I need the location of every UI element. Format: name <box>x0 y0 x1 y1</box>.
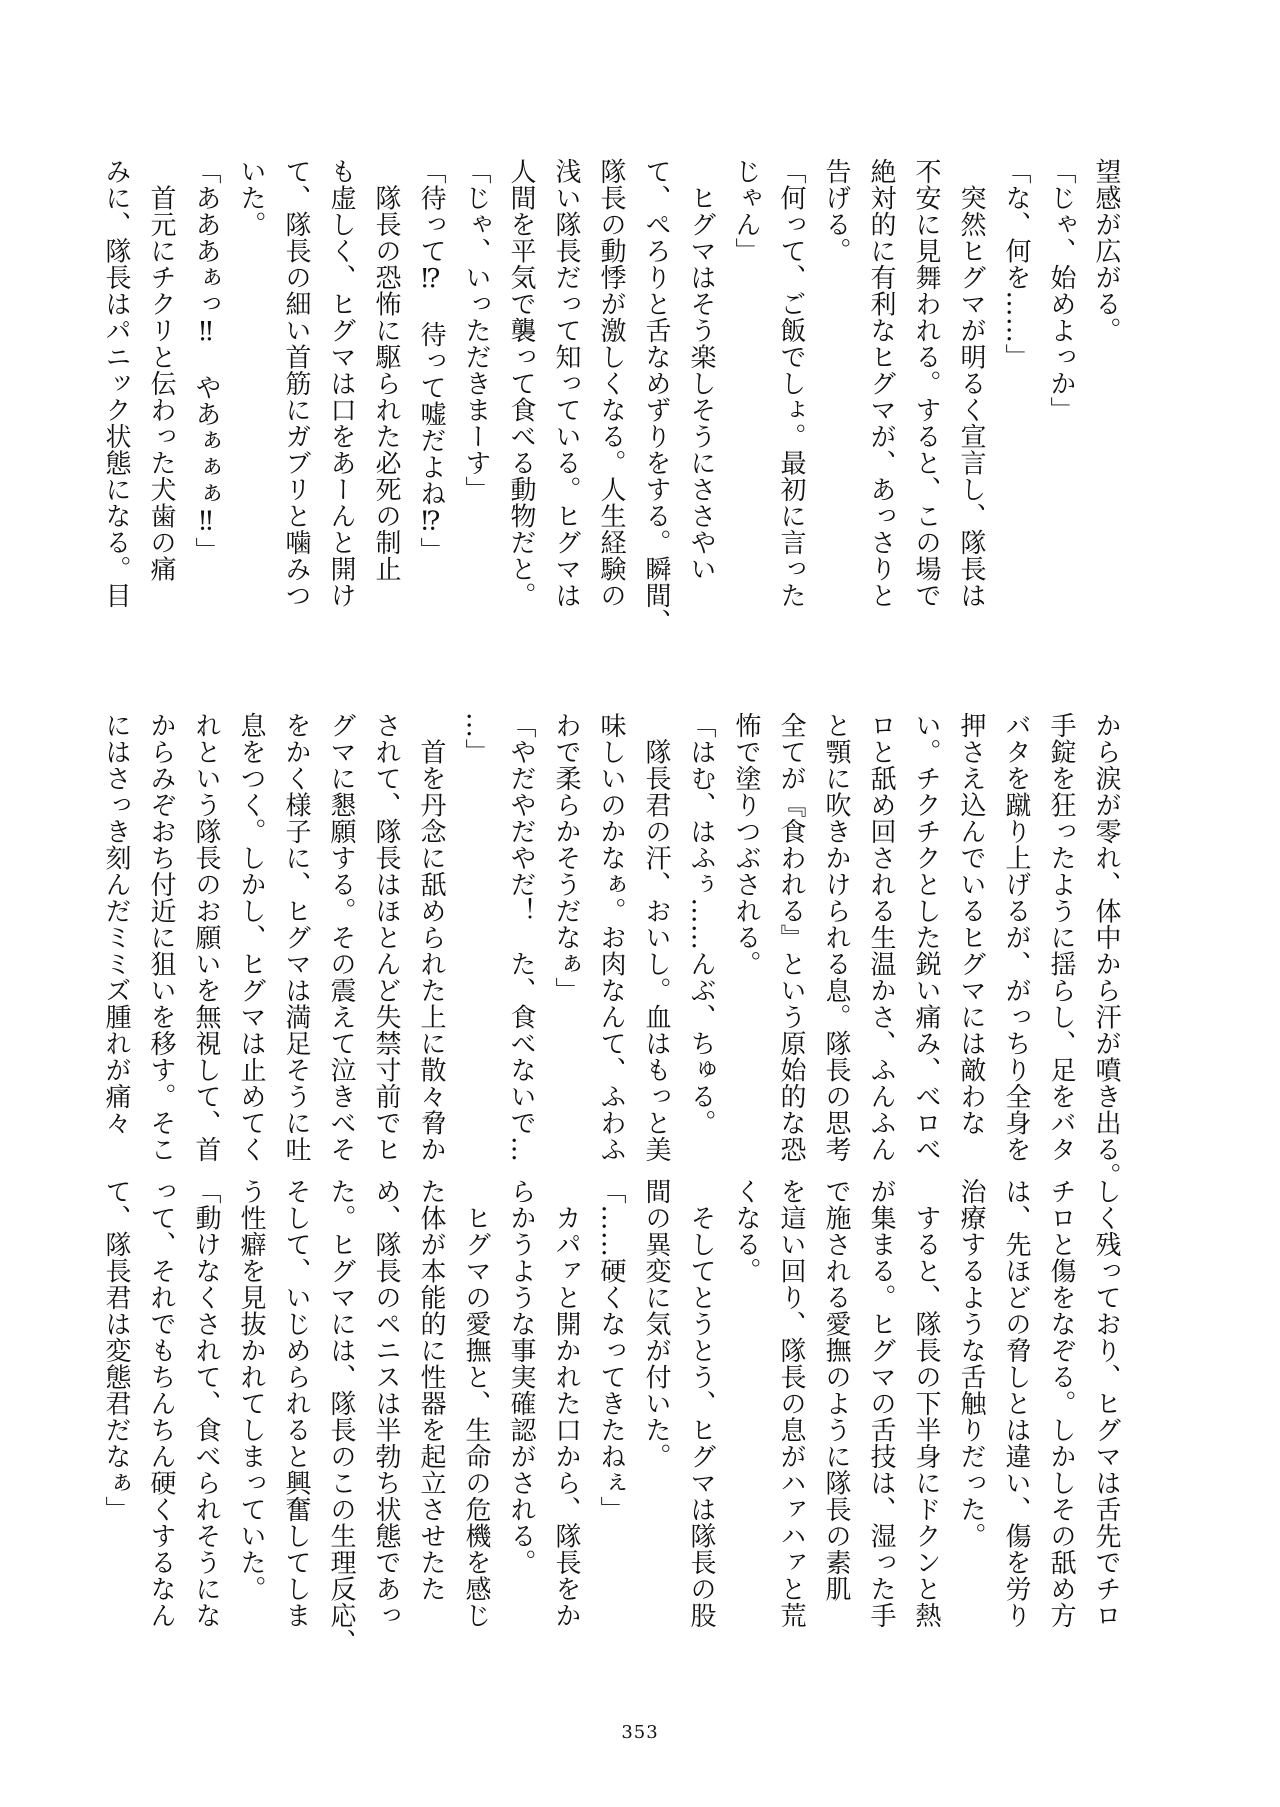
text-line: みに、隊長はパニック状態になる。目 <box>101 158 131 609</box>
text-line: 隊長君の汗、おいし。血はもっと美 <box>641 712 671 1163</box>
text-line: 味しいのかなぁ。お肉なんて、ふわふ <box>596 712 626 1163</box>
text-line: 全てが『食われる』という原始的な恐 <box>776 712 806 1163</box>
text-line: カパァと開かれた口から、隊長をか <box>551 1178 581 1629</box>
text-line: 望感が広がる。 <box>1091 158 1121 344</box>
text-line: 押さえ込んでいるヒグマには敵わな <box>956 712 986 1136</box>
text-line: て、隊長君は変態君だなぁ」 <box>101 1178 131 1523</box>
text-line: されて、隊長はほとんど失禁寸前でヒ <box>371 712 401 1163</box>
text-line: て、ぺろりと舌なめずりをする。瞬間、 <box>641 158 671 635</box>
text-line: すると、隊長の下半身にドクンと熱 <box>911 1178 941 1629</box>
text-line: た体が本能的に性器を起立させたた <box>416 1178 446 1602</box>
text-line: グマに懇願する。その震えて泣きべそ <box>326 712 356 1163</box>
text-line: 首元にチクリと伝わった犬歯の痛 <box>146 158 176 582</box>
text-tier-bottom <box>101 1178 1128 1658</box>
text-line: ヒグマはそう楽しそうにささやい <box>686 158 716 582</box>
text-line: を這い回り、隊長の息がハァハァと荒 <box>776 1178 806 1629</box>
text-line: 息をつく。しかし、ヒグマは止めてく <box>236 712 266 1163</box>
text-line: で施される愛撫のように隊長の素肌 <box>821 1178 851 1602</box>
text-line: は、先ほどの脅しとは違い、傷を労り <box>1001 1178 1031 1629</box>
text-line: からみぞおち付近に狙いを移す。そこ <box>146 712 176 1163</box>
text-line: らかうような事実確認がされる。 <box>506 1178 536 1576</box>
text-line: 手錠を狂ったように揺らし、足をバタ <box>1046 712 1076 1163</box>
text-line: て、隊長の細い首筋にガブリと噛みつ <box>281 158 311 609</box>
text-line: 「……硬くなってきたねぇ」 <box>596 1178 626 1523</box>
text-line: 「じゃ、始めよっか」 <box>1046 158 1076 423</box>
text-line: 「やだやだやだ！ た、食べないで… <box>506 712 536 1163</box>
text-line: バタを蹴り上げるが、がっちり全身を <box>1001 712 1031 1163</box>
text-line: くなる。 <box>731 1178 761 1284</box>
text-tier-middle <box>101 712 1128 1192</box>
text-line: 突然ヒグマが明るく宣言し、隊長は <box>956 158 986 609</box>
text-line: 怖で塗りつぶされる。 <box>731 712 761 977</box>
text-line: 治療するような舌触りだった。 <box>956 1178 986 1549</box>
text-line: 不安に見舞われる。すると、この場で <box>911 158 941 609</box>
text-line: 「何って、ご飯でしょ。最初に言った <box>776 158 806 609</box>
text-line: れという隊長のお願いを無視して、首 <box>191 712 221 1163</box>
text-line: …」 <box>461 712 491 765</box>
text-line: って、それでもちんちん硬くするなん <box>146 1178 176 1629</box>
text-line: 浅い隊長だって知っている。ヒグマは <box>551 158 581 609</box>
text-line: 「あああぁっ‼ やあぁぁぁ‼」 <box>191 158 221 564</box>
text-line: 「待って⁉ 待って嘘だよね⁉」 <box>416 158 446 564</box>
text-line: にはさっき刻んだミミズ腫れが痛々 <box>101 712 131 1136</box>
text-line: 間の異変に気が付いた。 <box>641 1178 671 1470</box>
text-line: ロと舐め回される生温かさ、ふんふん <box>866 712 896 1163</box>
text-line: しく残っており、ヒグマは舌先でチロ <box>1091 1178 1121 1629</box>
text-line: 隊長の恐怖に駆られた必死の制止 <box>371 158 401 582</box>
text-line: わで柔らかそうだなぁ」 <box>551 712 581 1004</box>
text-line: をかく様子に、ヒグマは満足そうに吐 <box>281 712 311 1163</box>
text-line: 「動けなくされて、食べられそうにな <box>191 1178 221 1629</box>
text-line: そして、いじめられると興奮してしま <box>281 1178 311 1629</box>
text-line: そしてとうとう、ヒグマは隊長の股 <box>686 1178 716 1629</box>
text-tier-top <box>101 158 1128 638</box>
text-line: 絶対的に有利なヒグマが、あっさりと <box>866 158 896 609</box>
text-line: う性癖を見抜かれてしまっていた。 <box>236 1178 266 1602</box>
text-line: 隊長の動悸が激しくなる。人生経験の <box>596 158 626 609</box>
text-line: が集まる。ヒグマの舌技は、湿った手 <box>866 1178 896 1629</box>
text-line: ヒグマの愛撫と、生命の危機を感じ <box>461 1178 491 1629</box>
text-line: も虚しく、ヒグマは口をあーんと開け <box>326 158 356 609</box>
text-line: 人間を平気で襲って食べる動物だと。 <box>506 158 536 609</box>
text-line: と顎に吹きかけられる息。隊長の思考 <box>821 712 851 1163</box>
text-line: 首を丹念に舐められた上に散々脅か <box>416 712 446 1163</box>
text-line: じゃん」 <box>731 158 761 264</box>
text-line: た。ヒグマには、隊長のこの生理反応、 <box>326 1178 356 1655</box>
text-line: 告げる。 <box>821 158 851 264</box>
page-number: 353 <box>621 1722 659 1743</box>
text-line: から涙が零れ、体中から汗が噴き出る。 <box>1091 712 1121 1189</box>
text-line: 「はむ、はふぅ……んぶ、ちゅる。 <box>686 712 716 1136</box>
text-line: 「じゃ、いっただきまーす」 <box>461 158 491 503</box>
text-line: め、隊長のペニスは半勃ち状態であっ <box>371 1178 401 1629</box>
text-line: 「な、何を……」 <box>1001 158 1031 370</box>
text-line: いた。 <box>236 158 266 238</box>
text-line: い。チクチクとした鋭い痛み、べロべ <box>911 712 941 1163</box>
text-line: チロと傷をなぞる。しかしその舐め方 <box>1046 1178 1076 1629</box>
